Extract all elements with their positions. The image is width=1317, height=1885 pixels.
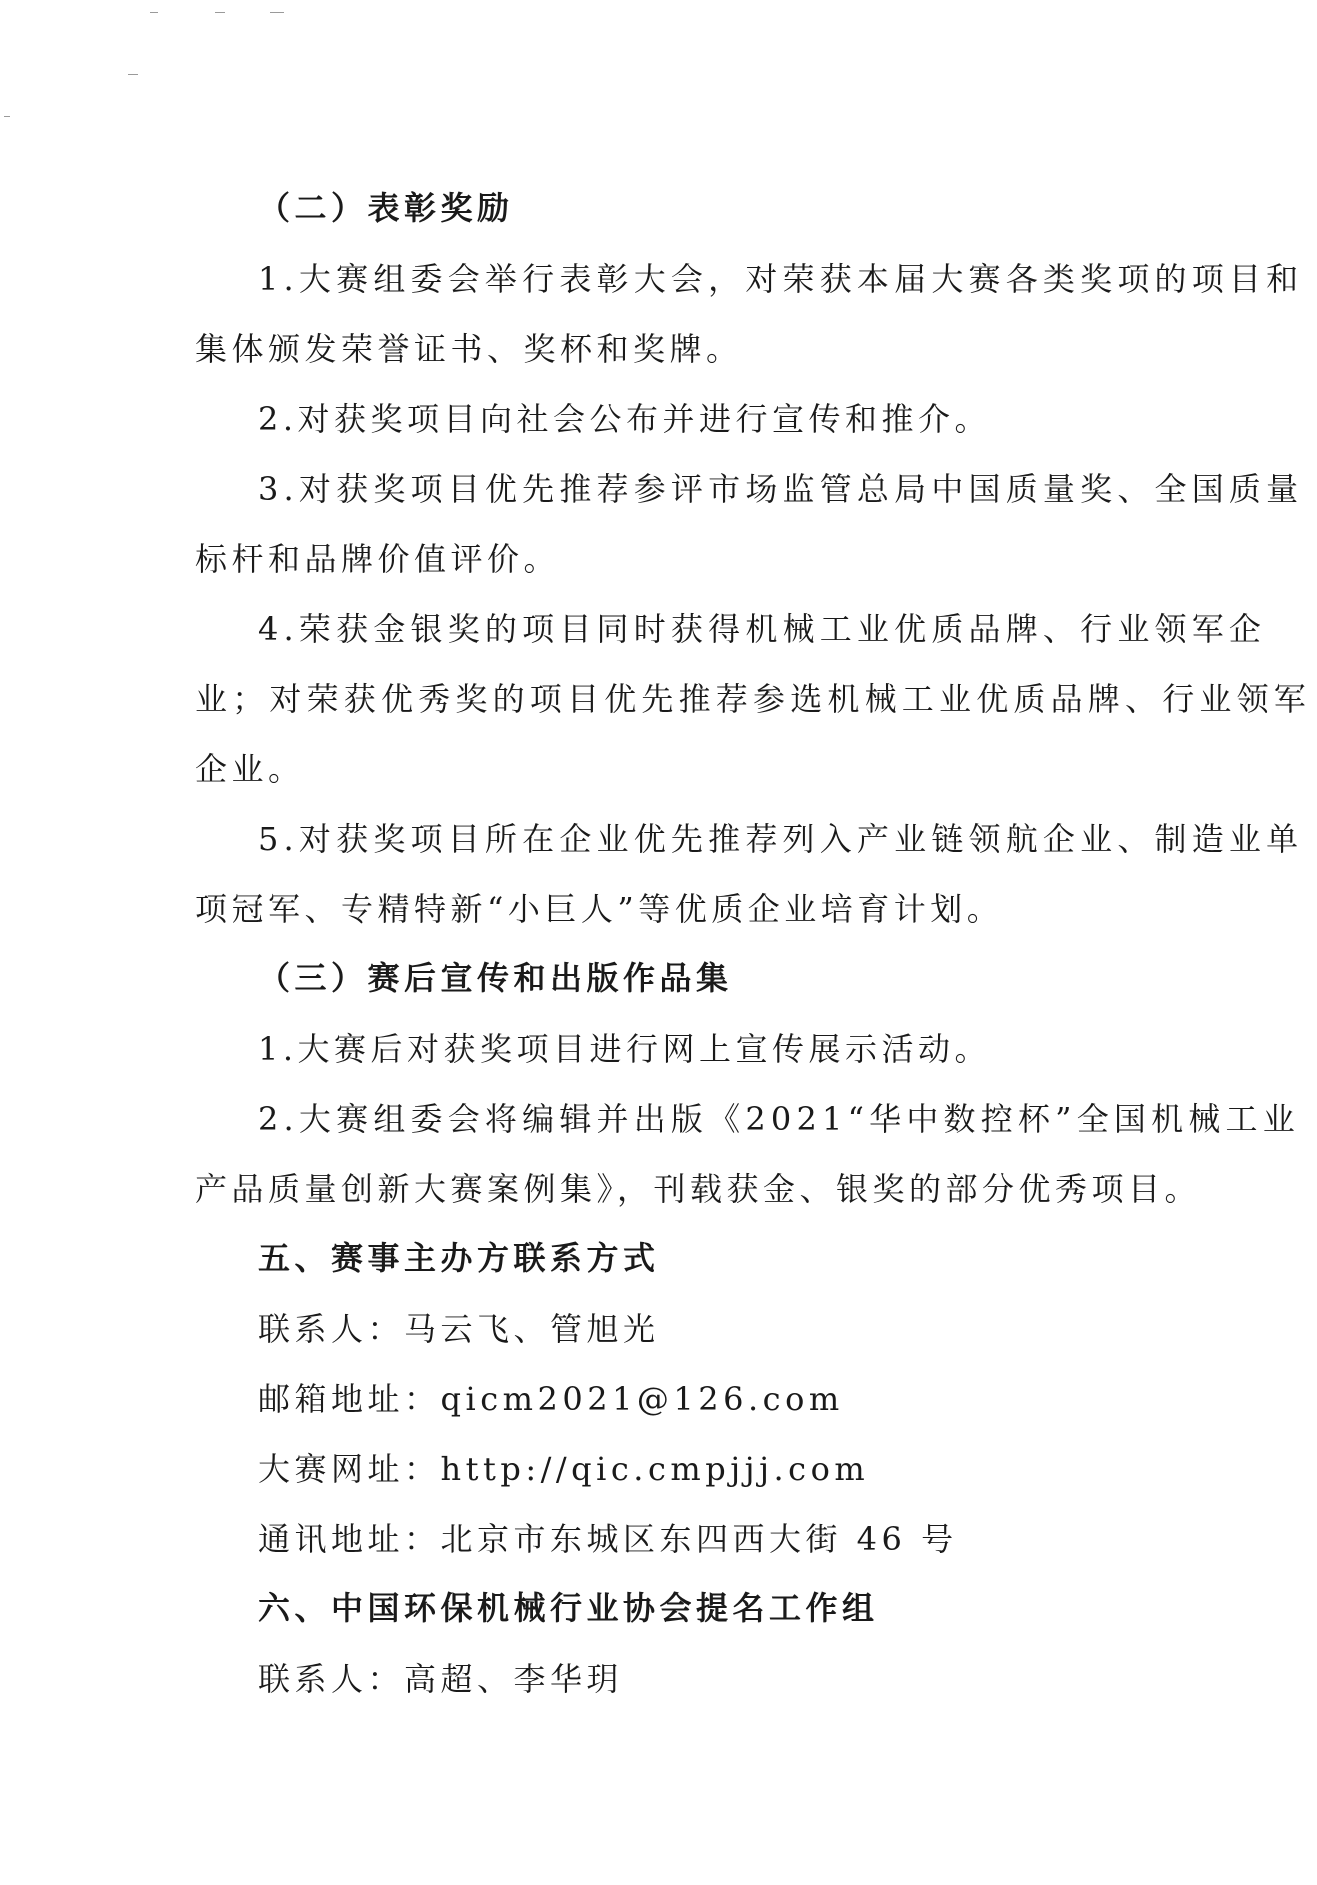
- nomination-contact-person: 联系人：高超、李华玥: [258, 1660, 624, 1698]
- paragraph-line: 4.荣获金银奖的项目同时获得机械工业优质品牌、行业领军企: [258, 610, 1267, 648]
- scan-artifact: [270, 12, 284, 13]
- section-heading-nomination: 六、中国环保机械行业协会提名工作组: [258, 1589, 879, 1627]
- paragraph-line: 3.对获奖项目优先推荐参评市场监管总局中国质量奖、全国质量: [258, 470, 1304, 508]
- contact-address: 通讯地址：北京市东城区东四西大街 46 号: [258, 1520, 958, 1558]
- contact-website: 大赛网址：http://qic.cmpjjj.com: [258, 1450, 870, 1488]
- scan-artifact: [128, 74, 138, 75]
- section-heading-publicity: （三）赛后宣传和出版作品集: [258, 959, 733, 997]
- scan-artifact: [215, 12, 225, 13]
- scan-artifact: [4, 116, 10, 117]
- paragraph-line: 业；对荣获优秀奖的项目优先推荐参选机械工业优质品牌、行业领军: [195, 680, 1312, 718]
- section-heading-contact: 五、赛事主办方联系方式: [258, 1239, 660, 1277]
- paragraph-line: 企业。: [195, 750, 305, 788]
- scan-artifact: [150, 12, 158, 13]
- paragraph-line: 5.对获奖项目所在企业优先推荐列入产业链领航企业、制造业单: [258, 820, 1304, 858]
- paragraph-line: 2.对获奖项目向社会公布并进行宣传和推介。: [258, 400, 992, 438]
- paragraph-line: 集体颁发荣誉证书、奖杯和奖牌。: [195, 330, 743, 368]
- paragraph-line: 1.大赛组委会举行表彰大会，对荣获本届大赛各类奖项的项目和: [258, 260, 1304, 298]
- section-heading-awards: （二）表彰奖励: [258, 189, 514, 227]
- paragraph-line: 1.大赛后对获奖项目进行网上宣传展示活动。: [258, 1030, 992, 1068]
- paragraph-line: 2.大赛组委会将编辑并出版《2021“华中数控杯”全国机械工业: [258, 1100, 1300, 1138]
- contact-person: 联系人：马云飞、管旭光: [258, 1310, 660, 1348]
- paragraph-line: 标杆和品牌价值评价。: [195, 540, 561, 578]
- paragraph-line: 项冠军、专精特新“小巨人”等优质企业培育计划。: [195, 890, 1004, 928]
- paragraph-line: 产品质量创新大赛案例集》，刊载获金、银奖的部分优秀项目。: [195, 1170, 1202, 1208]
- contact-email: 邮箱地址：qicm2021@126.com: [258, 1380, 844, 1418]
